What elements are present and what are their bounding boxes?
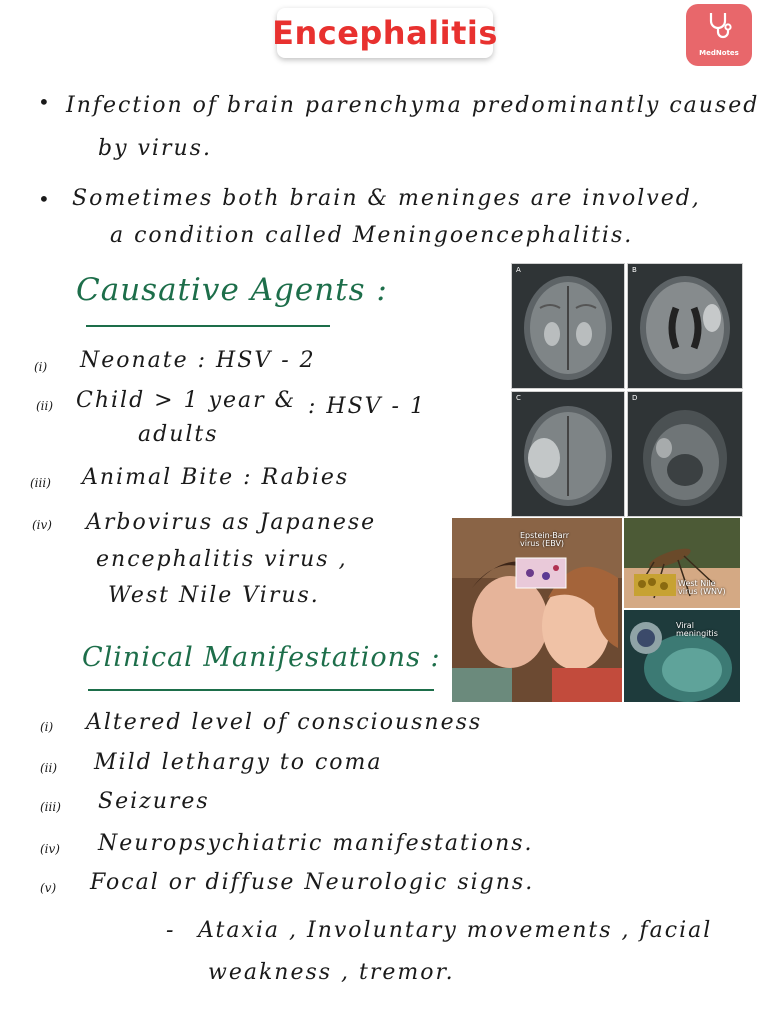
cause-num-1: (i): [34, 360, 48, 374]
bullet-1: •: [38, 90, 52, 114]
title-banner: [272, 8, 498, 58]
cause-num-3: (iii): [30, 476, 51, 490]
clinical-sub-dash: -: [166, 918, 176, 943]
clinical-num-3: (iii): [40, 800, 61, 814]
cause-item-4-cont: encephalitis virus ,: [96, 547, 348, 572]
ebv-label: Epstein-Barr virus (EBV): [520, 531, 570, 549]
clinical-item-2: Mild lethargy to coma: [94, 750, 383, 775]
clinical-item-4: Neuropsychiatric manifestations.: [98, 831, 534, 856]
clinical-num-2: (ii): [40, 761, 58, 775]
clinical-num-4: (iv): [40, 842, 60, 856]
cause-item-4-cont2: West Nile Virus.: [108, 583, 320, 608]
mri-panel-d: [627, 391, 743, 517]
clinical-num-5: (v): [40, 881, 57, 895]
logo-text: MedNotes: [699, 49, 739, 57]
clinical-sub-line1: Ataxia , Involuntary movements , facial: [198, 918, 713, 943]
virus-photo-collage: [452, 518, 740, 702]
mri-label-c: C: [516, 394, 521, 402]
mri-figure: [511, 263, 741, 516]
viral-meningitis-label: Viral meningitis: [676, 621, 718, 639]
intro-2-line2: a condition called Meningoencephalitis.: [110, 223, 634, 248]
brain-scan-image: [628, 264, 742, 388]
clinical-sub-line2: weakness , tremor.: [208, 960, 455, 985]
wnv-label: West Nile virus (WNV): [678, 579, 726, 597]
bullet-2: •: [38, 187, 52, 211]
brain-scan-image: [628, 392, 742, 516]
mri-label-b: B: [632, 266, 637, 274]
clinical-item-1: Altered level of consciousness: [86, 710, 483, 735]
cause-num-2: (ii): [36, 399, 54, 413]
mri-label-a: A: [516, 266, 521, 274]
mri-panel-b: [627, 263, 743, 389]
intro-1-line1: Infection of brain parenchyma predominantly caused: [66, 93, 760, 118]
cause-item-2-cont: adults: [138, 422, 219, 447]
clinical-heading: Clinical Manifestations :: [82, 642, 441, 673]
page-title: Encephalitis: [272, 14, 498, 52]
intro-1-line2: by virus.: [98, 136, 212, 161]
mednotes-logo: [686, 4, 752, 66]
cause-num-4: (iv): [32, 518, 52, 532]
cause-item-4: Arbovirus as Japanese: [86, 510, 377, 535]
mri-label-d: D: [632, 394, 638, 402]
cause-item-3: Animal Bite : Rabies: [82, 465, 350, 490]
mri-panel-a: [511, 263, 625, 389]
cause-item-1: Neonate : HSV - 2: [80, 348, 316, 373]
clinical-num-1: (i): [40, 720, 54, 734]
brain-scan-image: [512, 264, 624, 388]
intro-2-line1: Sometimes both brain & meninges are involved,: [72, 186, 701, 211]
causative-heading: Causative Agents :: [76, 272, 388, 308]
cause-item-2-agent: : HSV - 1: [308, 394, 426, 419]
clinical-item-3: Seizures: [98, 789, 210, 814]
causative-underline: [86, 325, 330, 327]
clinical-item-5: Focal or diffuse Neurologic signs.: [90, 870, 535, 895]
stethoscope-icon: [704, 10, 734, 40]
cause-item-2: Child > 1 year &: [76, 388, 297, 413]
mri-panel-c: [511, 391, 625, 517]
clinical-underline: [88, 689, 434, 691]
brain-scan-image: [512, 392, 624, 516]
